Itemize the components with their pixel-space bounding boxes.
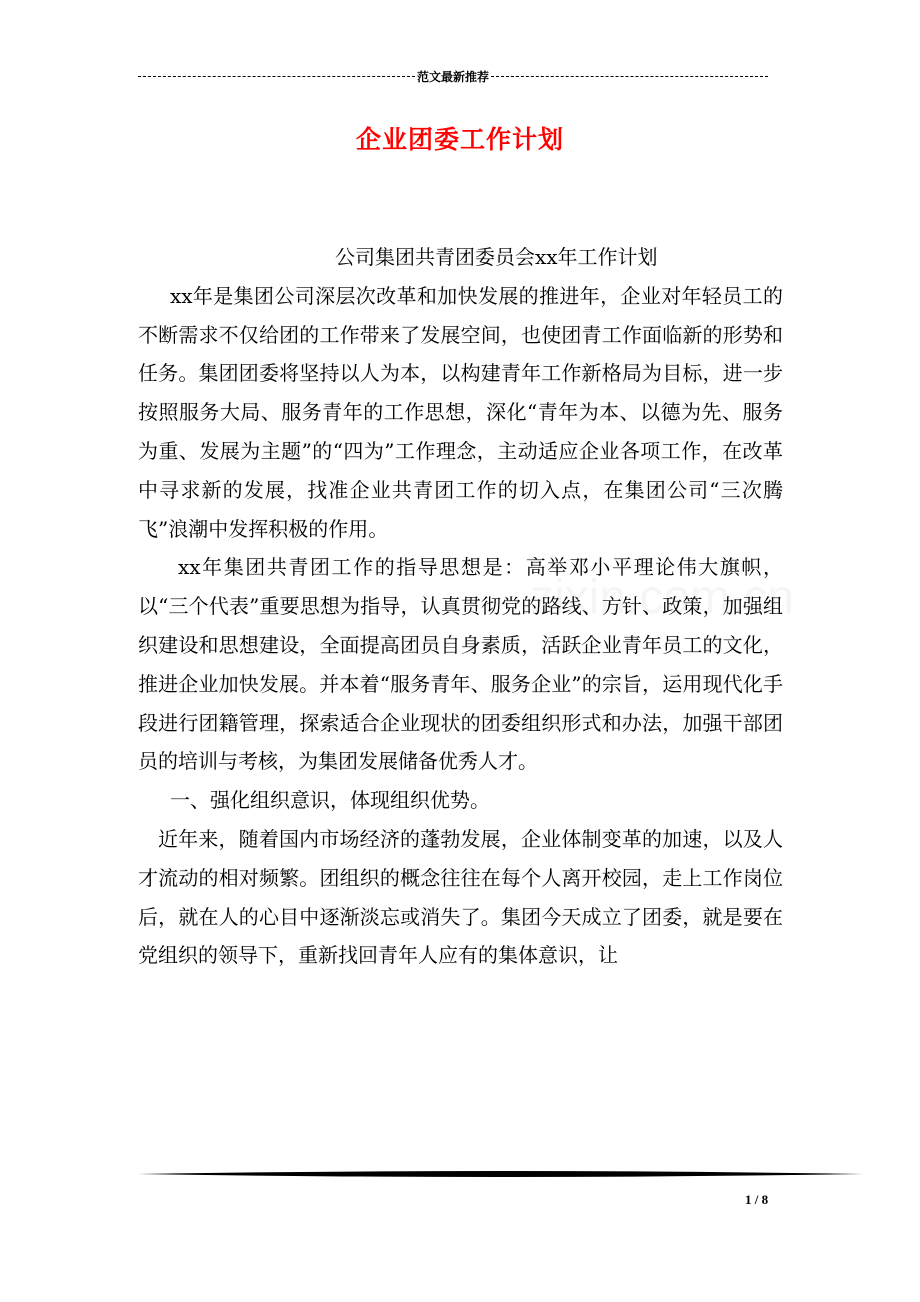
document-title: 企业团委工作计划 <box>355 125 564 154</box>
page-header <box>138 66 768 86</box>
paragraph-intro: xx年是集团公司深层次改革和加快发展的推进年，企业对年轻员工的不断需求不仅给团的工作带来了发展空间，也使团青工作面临新的形势和任务。集团团委将坚持以人为本，以构建青年工作新格局为目标，进一步按照服务大局、服务青年的工作思想，深化“青年为本、以德为先、服务为重、发展为主题”的“四为”工作理念，主动适应企业各项工作，在改革中寻求新的发展，找准企业共青团工作的切入点，在集团公司“三次腾飞”浪潮中发挥积极的作用。 <box>138 283 783 541</box>
page-number: 1 / 8 <box>745 1192 769 1207</box>
section-heading-1: 一、强化组织意识，体现组织优势。 <box>170 788 490 813</box>
footer-divider <box>138 1170 863 1178</box>
document-subtitle: 公司集团共青团委员会xx年工作计划 <box>335 245 658 269</box>
header-dash-left <box>138 76 415 77</box>
header-dash-right <box>491 76 768 77</box>
header-label: 范文最新推荐 <box>417 69 490 84</box>
paragraph-guiding-thought: xx年集团共青团工作的指导思想是：高举邓小平理论伟大旗帜，以“三个代表”重要思想为指导，认真贯彻党的路线、方针、政策，加强组织建设和思想建设，全面提高团员自身素质，活跃企业青年员工的文化，推进企业加快发展。并本着“服务青年、服务企业”的宗旨，运用现代化手段进行团籍管理，探索适合企业现状的团委组织形式和办法，加强干部团员的培训与考核，为集团发展储备优秀人才。 <box>138 555 783 774</box>
document-body <box>138 238 783 975</box>
paragraph-section-1: 近年来，随着国内市场经济的蓬勃发展，企业体制变革的加速，以及人才流动的相对频繁。团组织的概念往往在每个人离开校园，走上工作岗位后，就在人的心目中逐渐淡忘或消失了。集团今天成立了团委，就是要在党组织的领导下，重新找回青年人应有的集体意识，让 <box>138 826 783 968</box>
